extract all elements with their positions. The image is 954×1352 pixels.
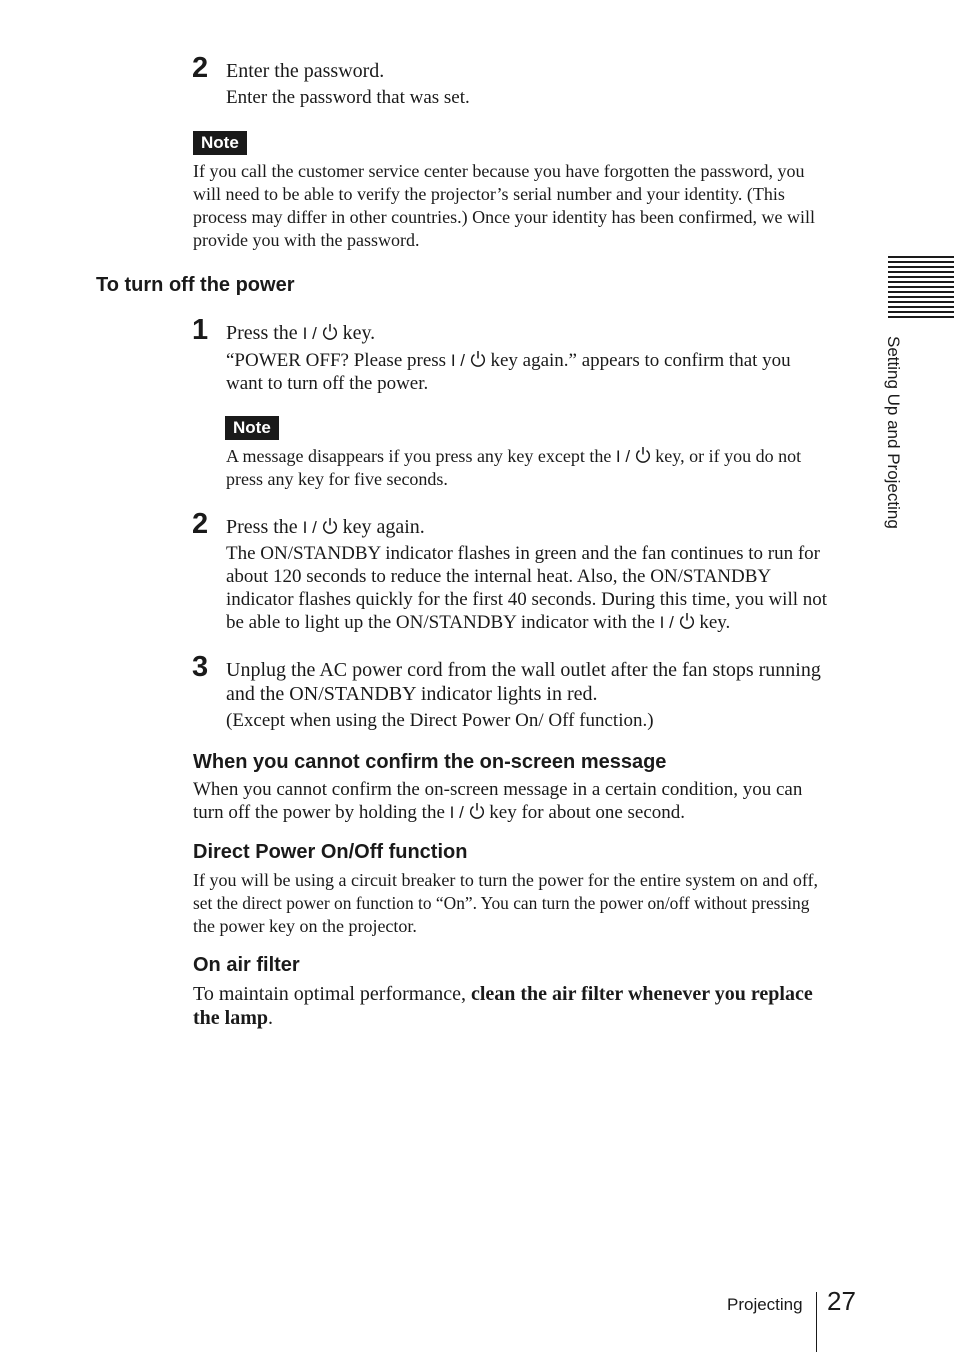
step-description <box>226 542 827 634</box>
section-heading: To turn off the power <box>96 274 295 296</box>
description-text: key again.” appears to confirm that you <box>485 350 791 371</box>
key-symbol: I / <box>449 803 469 822</box>
power-icon <box>469 802 485 820</box>
step-number: 1 <box>192 314 209 346</box>
note-text <box>193 160 873 252</box>
key-symbol: I / <box>302 324 322 343</box>
step-title: Enter the password. <box>226 60 385 82</box>
step-title <box>226 321 375 346</box>
power-icon <box>679 612 695 630</box>
subsection-heading: On air filter <box>193 954 300 976</box>
step-description: Enter the password that was set. <box>226 87 470 108</box>
step-description: (Except when using the Direct Power On/ Off function.) <box>226 710 654 731</box>
key-symbol: I / <box>615 447 635 466</box>
paragraph <box>193 982 813 1030</box>
note-text <box>226 445 801 491</box>
description-line: key. <box>694 612 731 633</box>
note-line: A message disappears if you press any key except the <box>226 446 616 466</box>
subsection-heading: When you cannot confirm the on-screen message <box>193 751 667 773</box>
paragraph-line: the power key on the projector. <box>193 916 417 936</box>
key-symbol: I / <box>302 518 322 537</box>
page-number: 27 <box>827 1286 856 1316</box>
power-icon <box>635 446 651 464</box>
note-line: process may differ in other countries.) Once your identity has been confirmed, we will <box>193 207 815 227</box>
step-number: 2 <box>192 52 209 84</box>
step-number: 3 <box>192 651 209 683</box>
step-title <box>226 515 425 540</box>
footer-section-name: Projecting <box>727 1295 803 1314</box>
paragraph-line: turn off the power by holding the <box>193 802 450 823</box>
step-title-line: Unplug the AC power cord from the wall outlet after the fan stops running <box>226 659 821 681</box>
note-line: If you call the customer service center because you have forgotten the password, you <box>193 161 805 181</box>
step-description <box>226 349 791 395</box>
sidebar-tab-marker <box>888 256 954 321</box>
step-title <box>226 658 821 706</box>
paragraph-line: When you cannot confirm the on-screen message in a certain condition, you can <box>193 779 803 800</box>
paragraph-line: set the direct power on function to “On”. You can turn the power on/off without pressing <box>193 893 810 913</box>
step-title-text: key again. <box>337 516 425 538</box>
step-number: 2 <box>192 508 209 540</box>
step-title-line: and the ON/STANDBY indicator lights in red. <box>226 683 598 705</box>
paragraph <box>193 778 802 824</box>
subsection-heading: Direct Power On/Off function <box>193 841 468 863</box>
note-line: will need to be able to verify the projector’s serial number and your identity. (This <box>193 184 785 204</box>
paragraph-text: To maintain optimal performance, <box>193 983 471 1005</box>
key-symbol: I / <box>450 351 470 370</box>
power-icon <box>322 323 338 341</box>
paragraph-emphasis: clean the air filter whenever you replace <box>470 983 813 1005</box>
power-icon <box>470 350 486 368</box>
description-text: “POWER OFF? Please press <box>226 350 451 371</box>
note-badge: Note <box>225 416 279 440</box>
paragraph <box>193 869 818 938</box>
step-title-text: key. <box>337 322 376 344</box>
paragraph-emphasis: the lamp <box>193 1007 268 1029</box>
paragraph-line: key for about one second. <box>484 802 686 823</box>
footer-divider <box>816 1292 817 1352</box>
description-line: The ON/STANDBY indicator flashes in green and the fan continues to run for <box>226 543 821 564</box>
paragraph-line: If you will be using a circuit breaker to turn the power for the entire system on and off, <box>193 870 818 890</box>
description-line: indicator flashes quickly for the first 40 seconds. During this time, you will not <box>226 589 828 610</box>
note-badge: Note <box>193 131 247 155</box>
note-line: press any key for five seconds. <box>226 469 448 489</box>
key-symbol: I / <box>659 613 679 632</box>
paragraph-text: . <box>268 1007 273 1029</box>
step-title-text: Press the <box>226 516 303 538</box>
description-text: want to turn off the power. <box>226 373 429 394</box>
step-title-text: Press the <box>226 322 303 344</box>
note-line: key, or if you do not <box>650 446 802 466</box>
sidebar-chapter-label: Setting Up and Projecting <box>884 336 903 529</box>
description-line: about 120 seconds to reduce the internal heat. Also, the ON/STANDBY <box>226 566 772 587</box>
power-icon <box>322 517 338 535</box>
note-line: provide you with the password. <box>193 230 420 250</box>
description-line: be able to light up the ON/STANDBY indicator with the <box>226 612 660 633</box>
